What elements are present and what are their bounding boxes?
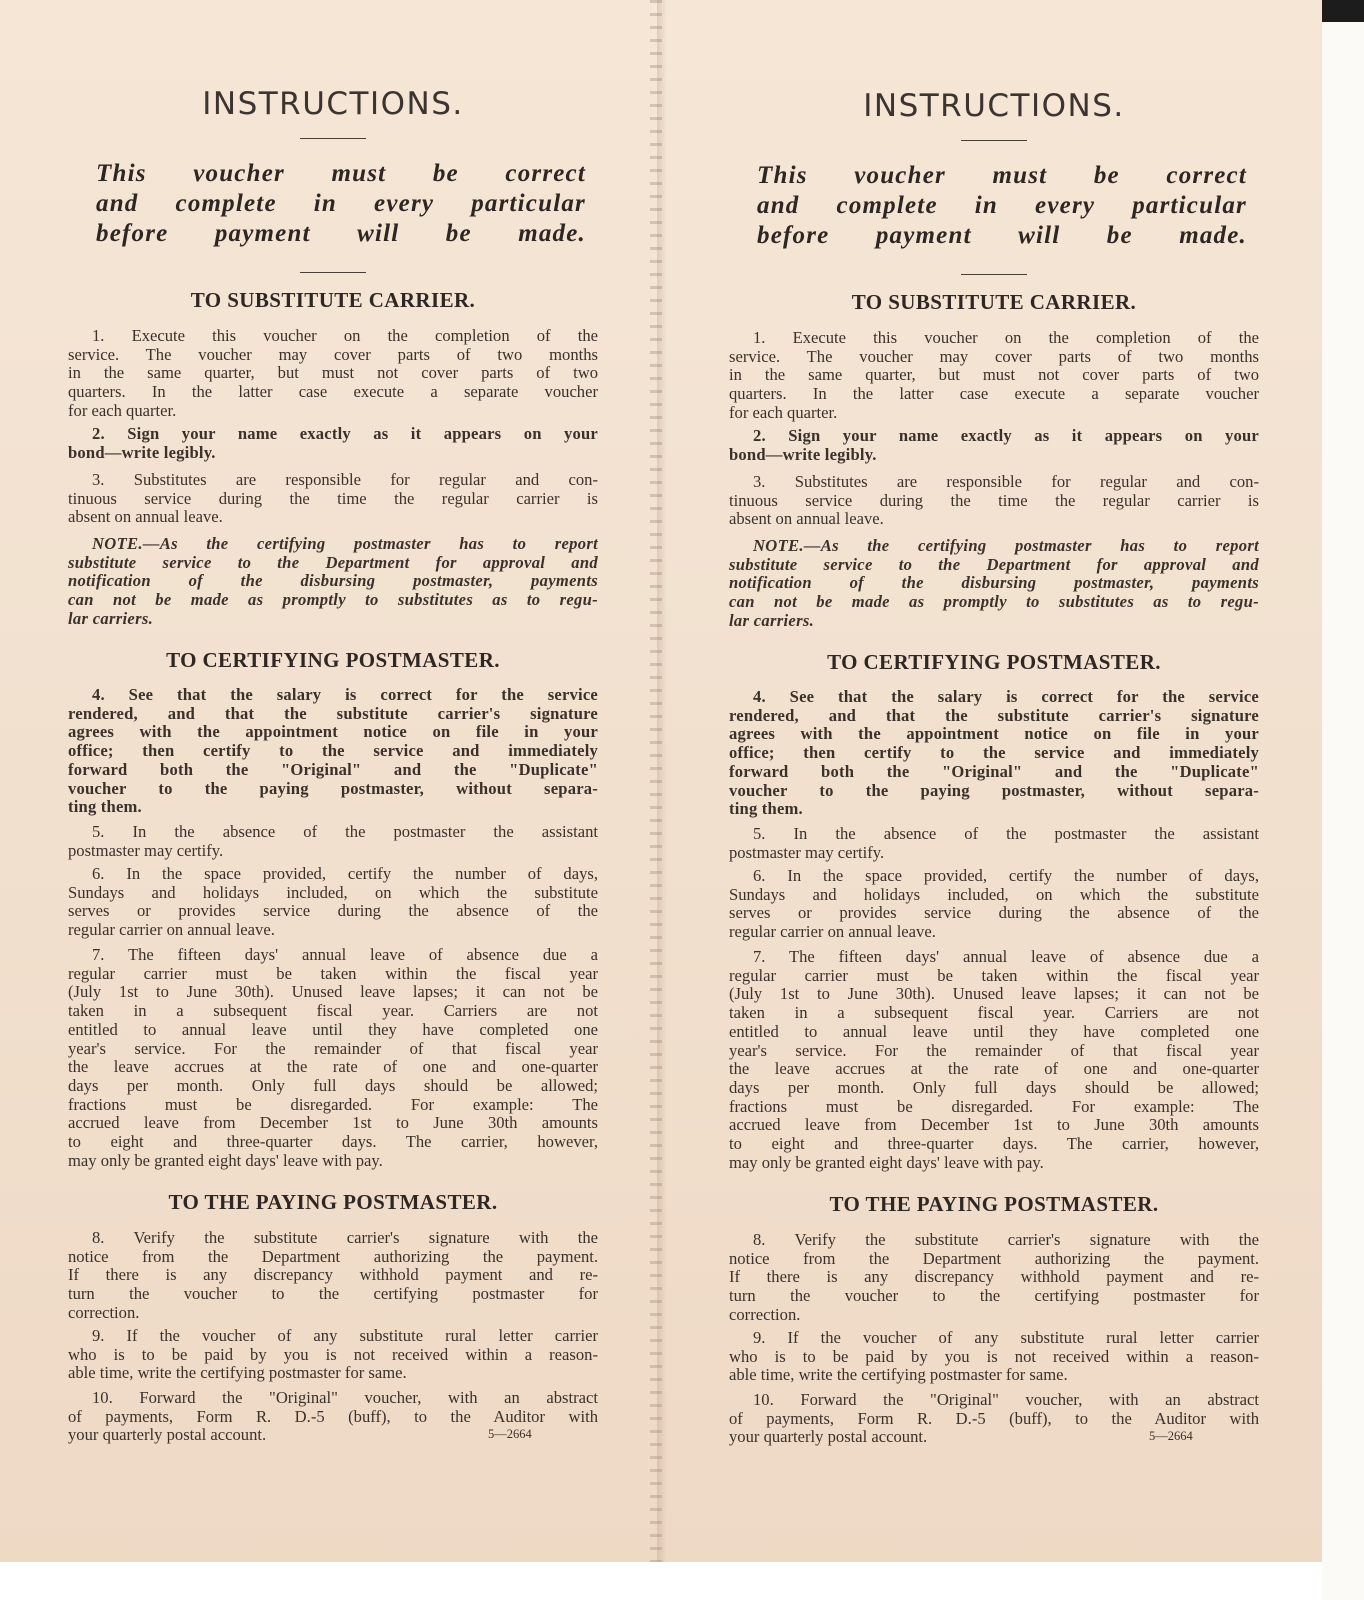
paragraph-line: (July 1st to June 30th). Unused leave lapses; it can not be <box>68 982 598 1002</box>
paragraph-line: days per month. Only full days should be allowed; <box>68 1075 598 1095</box>
instruction-p1 <box>729 329 1259 423</box>
paragraph-line: serves or provides service during the absence of the <box>68 901 598 921</box>
paragraph-line: who is to be paid by you is not received within a reason- <box>729 1346 1259 1366</box>
lead-divider <box>300 272 366 273</box>
instruction-p7 <box>729 948 1259 1172</box>
paragraph-line: If there is any discrepancy withhold payment and re- <box>68 1265 598 1285</box>
paragraph-line: tinuous service during the time the regular carrier is <box>729 490 1259 510</box>
instruction-note <box>68 535 598 629</box>
section-heading-certifying: TO CERTIFYING POSTMASTER. <box>166 648 500 672</box>
paragraph-line: absent on annual leave. <box>729 509 884 529</box>
paragraph-line: bond—write legibly. <box>68 442 216 462</box>
paragraph-line: substitute service to the Department for approval and <box>68 552 598 572</box>
scan-edge-dark <box>1322 0 1364 22</box>
title-divider <box>961 140 1027 141</box>
paragraph-line: quarters. In the latter case execute a separate voucher <box>729 384 1259 404</box>
lead-line: before payment will be made. <box>96 220 586 247</box>
paragraph-line: days per month. Only full days should be allowed; <box>729 1077 1259 1097</box>
paragraph-line: Sundays and holidays included, on which the substitute <box>729 884 1259 904</box>
paragraph-line: correction. <box>729 1304 801 1324</box>
paragraph-line: 3. Substitutes are responsible for regular and con- <box>92 470 598 489</box>
paragraph-line: 5. In the absence of the postmaster the assistant <box>753 824 1259 843</box>
form-number: 5—2664 <box>1149 1429 1193 1443</box>
paragraph-line: to eight and three-quarter days. The carrier, however, <box>68 1132 598 1152</box>
paragraph-line: taken in a subsequent fiscal year. Carriers are not <box>68 1001 598 1021</box>
page-title: INSTRUCTIONS. <box>863 88 1125 124</box>
instruction-p9 <box>68 1327 598 1383</box>
right-instructions-page <box>729 0 1259 1562</box>
paragraph-line: NOTE.—As the certifying postmaster has to report <box>753 536 1259 555</box>
paragraph-line: 5. In the absence of the postmaster the assistant <box>92 822 598 841</box>
lead-statement <box>757 161 1247 251</box>
instruction-note <box>729 537 1259 631</box>
paragraph-line: accrued leave from December 1st to June 30th amounts <box>729 1115 1259 1135</box>
paragraph-line: for each quarter. <box>729 402 838 422</box>
paragraph-line: regular carrier must be taken within the fiscal year <box>729 965 1259 985</box>
paragraph-line: year's service. For the remainder of that fiscal year <box>729 1040 1259 1060</box>
paragraph-line: 8. Verify the substitute carrier's signature with the <box>92 1228 598 1247</box>
paragraph-line: rendered, and that the substitute carrier's signature <box>729 705 1259 725</box>
paragraph-line: rendered, and that the substitute carrier's signature <box>68 703 598 723</box>
instruction-p7 <box>68 946 598 1170</box>
paragraph-line: 4. See that the salary is correct for the service <box>753 687 1259 706</box>
paragraph-line: ting them. <box>729 799 803 819</box>
paragraph-line: able time, write the certifying postmaster for same. <box>68 1363 407 1383</box>
lead-line: and complete in every particular <box>757 192 1247 219</box>
instruction-p4 <box>729 688 1259 819</box>
paragraph-line: agrees with the appointment notice on file in your <box>729 724 1259 744</box>
paragraph-line: may only be granted eight days' leave with pay. <box>68 1150 383 1170</box>
paragraph-line: regular carrier on annual leave. <box>68 920 275 940</box>
instruction-p3 <box>68 471 598 527</box>
paragraph-line: tinuous service during the time the regular carrier is <box>68 488 598 508</box>
paragraph-line: the leave accrues at the rate of one and one-quarter <box>68 1057 598 1077</box>
paragraph-line: 1. Execute this voucher on the completion of the <box>92 326 598 345</box>
paragraph-line: year's service. For the remainder of that fiscal year <box>68 1038 598 1058</box>
paragraph-line: 10. Forward the "Original" voucher, with an abstract <box>92 1388 598 1407</box>
paragraph-line: If there is any discrepancy withhold payment and re- <box>729 1267 1259 1287</box>
paragraph-line: office; then certify to the service and immediately <box>729 743 1259 763</box>
paragraph-line: serves or provides service during the absence of the <box>729 903 1259 923</box>
instruction-p6 <box>68 865 598 940</box>
paragraph-line: 2. Sign your name exactly as it appears on your <box>753 426 1259 445</box>
paragraph-line: turn the voucher to the certifying postmaster for <box>729 1286 1259 1306</box>
paragraph-line: (July 1st to June 30th). Unused leave lapses; it can not be <box>729 984 1259 1004</box>
paragraph-line: notice from the Department authorizing the payment. <box>729 1248 1259 1268</box>
paragraph-line: 6. In the space provided, certify the number of days, <box>753 866 1259 885</box>
lead-divider <box>961 274 1027 275</box>
paragraph-line: regular carrier must be taken within the fiscal year <box>68 963 598 983</box>
paragraph-line: substitute service to the Department for approval and <box>729 554 1259 574</box>
paragraph-line: 3. Substitutes are responsible for regular and con- <box>753 472 1259 491</box>
instruction-p4 <box>68 686 598 817</box>
paragraph-line: voucher to the paying postmaster, without separa- <box>729 780 1259 800</box>
lead-statement <box>96 159 586 249</box>
paragraph-line: 9. If the voucher of any substitute rural letter carrier <box>92 1326 598 1345</box>
paragraph-line: fractions must be disregarded. For example: The <box>68 1094 598 1114</box>
lead-line: and complete in every particular <box>96 190 586 217</box>
paragraph-line: your quarterly postal account. <box>68 1425 267 1445</box>
paragraph-line: in the same quarter, but must not cover parts of two <box>729 365 1259 385</box>
section-heading-certifying: TO CERTIFYING POSTMASTER. <box>827 650 1161 674</box>
paragraph-line: 8. Verify the substitute carrier's signature with the <box>753 1230 1259 1249</box>
instruction-p8 <box>68 1229 598 1323</box>
paragraph-line: of payments, Form R. D.-5 (buff), to the Auditor with <box>68 1406 598 1426</box>
paragraph-line: the leave accrues at the rate of one and one-quarter <box>729 1059 1259 1079</box>
paragraph-line: notice from the Department authorizing the payment. <box>68 1246 598 1266</box>
paragraph-line: regular carrier on annual leave. <box>729 922 936 942</box>
form-number: 5—2664 <box>488 1427 532 1441</box>
paragraph-line: NOTE.—As the certifying postmaster has to report <box>92 534 598 553</box>
instruction-p9 <box>729 1329 1259 1385</box>
paragraph-line: entitled to annual leave until they have completed one <box>68 1019 598 1039</box>
paragraph-line: 6. In the space provided, certify the number of days, <box>92 864 598 883</box>
section-heading-paying: TO THE PAYING POSTMASTER. <box>168 1190 498 1214</box>
paragraph-line: turn the voucher to the certifying postmaster for <box>68 1284 598 1304</box>
paragraph-line: taken in a subsequent fiscal year. Carriers are not <box>729 1003 1259 1023</box>
page-title: INSTRUCTIONS. <box>202 86 464 122</box>
paragraph-line: forward both the "Original" and the "Duplicate" <box>729 761 1259 781</box>
paragraph-line: quarters. In the latter case execute a separate voucher <box>68 382 598 402</box>
paragraph-line: can not be made as promptly to substitutes as to regu- <box>68 590 598 610</box>
paragraph-line: entitled to annual leave until they have completed one <box>729 1021 1259 1041</box>
paragraph-line: forward both the "Original" and the "Duplicate" <box>68 759 598 779</box>
paragraph-line: fractions must be disregarded. For example: The <box>729 1096 1259 1116</box>
paragraph-line: lar carriers. <box>729 610 815 630</box>
paragraph-line: able time, write the certifying postmaster for same. <box>729 1365 1068 1385</box>
paragraph-line: your quarterly postal account. <box>729 1427 928 1447</box>
section-heading-substitute: TO SUBSTITUTE CARRIER. <box>190 288 476 312</box>
instruction-p8 <box>729 1231 1259 1325</box>
section-heading-paying: TO THE PAYING POSTMASTER. <box>829 1192 1159 1216</box>
instruction-p5 <box>729 825 1259 862</box>
paragraph-line: Sundays and holidays included, on which the substitute <box>68 882 598 902</box>
paragraph-line: 2. Sign your name exactly as it appears on your <box>92 424 598 443</box>
paragraph-line: who is to be paid by you is not received within a reason- <box>68 1344 598 1364</box>
paragraph-line: lar carriers. <box>68 608 154 628</box>
instruction-p3 <box>729 473 1259 529</box>
paragraph-line: voucher to the paying postmaster, without separa- <box>68 778 598 798</box>
scan-edge-light <box>1322 22 1364 1600</box>
instruction-p2 <box>68 425 598 462</box>
paragraph-line: can not be made as promptly to substitutes as to regu- <box>729 592 1259 612</box>
paragraph-line: postmaster may certify. <box>68 840 224 860</box>
paragraph-line: ting them. <box>68 797 142 817</box>
paragraph-line: agrees with the appointment notice on file in your <box>68 722 598 742</box>
paragraph-line: 7. The fifteen days' annual leave of absence due a <box>92 945 598 964</box>
paragraph-line: notification of the disbursing postmaster, payments <box>729 573 1259 593</box>
instruction-p2 <box>729 427 1259 464</box>
paragraph-line: of payments, Form R. D.-5 (buff), to the Auditor with <box>729 1408 1259 1428</box>
paragraph-line: notification of the disbursing postmaster, payments <box>68 571 598 591</box>
paragraph-line: absent on annual leave. <box>68 507 223 527</box>
instruction-p6 <box>729 867 1259 942</box>
left-instructions-page <box>68 0 598 1562</box>
paragraph-line: for each quarter. <box>68 400 177 420</box>
paragraph-line: in the same quarter, but must not cover parts of two <box>68 363 598 383</box>
paragraph-line: postmaster may certify. <box>729 842 885 862</box>
paragraph-line: service. The voucher may cover parts of two months <box>68 344 598 364</box>
section-heading-substitute: TO SUBSTITUTE CARRIER. <box>851 290 1137 314</box>
fold-shadow <box>657 0 667 1562</box>
lead-line: This voucher must be correct <box>757 162 1247 189</box>
paragraph-line: office; then certify to the service and immediately <box>68 741 598 761</box>
paragraph-line: may only be granted eight days' leave with pay. <box>729 1152 1044 1172</box>
paragraph-line: 10. Forward the "Original" voucher, with an abstract <box>753 1390 1259 1409</box>
lead-line: before payment will be made. <box>757 222 1247 249</box>
paragraph-line: bond—write legibly. <box>729 444 877 464</box>
paragraph-line: 9. If the voucher of any substitute rural letter carrier <box>753 1328 1259 1347</box>
lead-line: This voucher must be correct <box>96 160 586 187</box>
paragraph-line: correction. <box>68 1302 140 1322</box>
paragraph-line: service. The voucher may cover parts of two months <box>729 346 1259 366</box>
paragraph-line: 7. The fifteen days' annual leave of absence due a <box>753 947 1259 966</box>
paragraph-line: accrued leave from December 1st to June 30th amounts <box>68 1113 598 1133</box>
title-divider <box>300 138 366 139</box>
instruction-p5 <box>68 823 598 860</box>
paragraph-line: 4. See that the salary is correct for the service <box>92 685 598 704</box>
paragraph-line: to eight and three-quarter days. The carrier, however, <box>729 1134 1259 1154</box>
instruction-p1 <box>68 327 598 421</box>
paragraph-line: 1. Execute this voucher on the completion of the <box>753 328 1259 347</box>
